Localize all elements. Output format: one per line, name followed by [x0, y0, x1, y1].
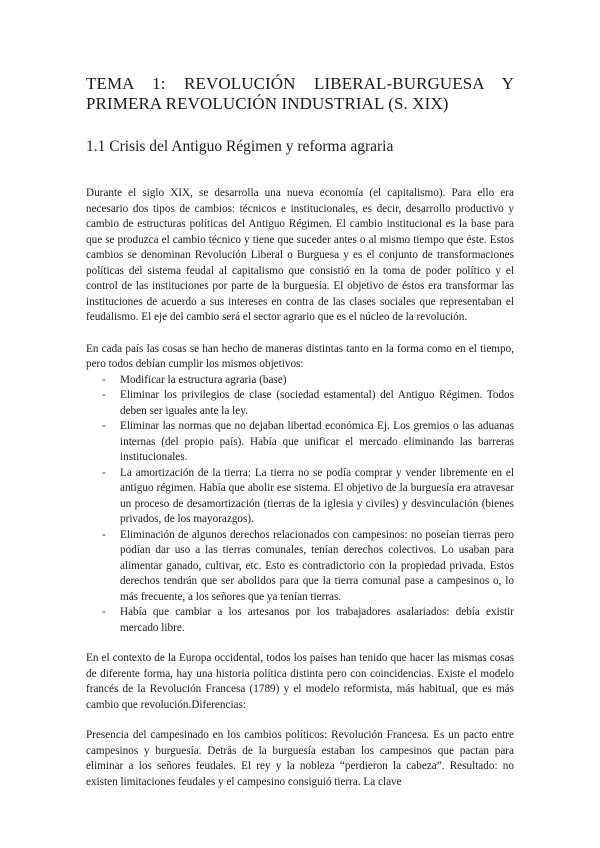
list-item-text: La amortización de la tierra: La tierra no se podía comprar y vender libremente en el antiguo régimen. Había que abolir ese sistema. El objetivo de la burguesía era atravesar un proceso de desamortización (tierras de la iglesia y civiles) y desvinculación (bienes privados, de los mayorazgos). — [120, 466, 514, 525]
list-item — [86, 388, 514, 419]
section-heading: 1.1 Crisis del Antiguo Régimen y reforma agraria — [86, 138, 394, 155]
list-item — [86, 528, 514, 606]
bullet-dash: - — [102, 528, 106, 541]
bullet-dash: - — [102, 606, 106, 618]
list-item-text: Eliminación de algunos derechos relacionados con campesinos: no poseían tierras pero podían dar uso a las tierras comunales, tenían derechos colectivos. Lo usaban para alimentar ganado, cultivar, etc. Esto es contradictorio con la propiedad privada. Estos derechos tendrán que ser abolidos para que la tierra comunal pase a campesinos o, lo más frecuente, a los señores que ya tenían tierras. — [120, 528, 514, 603]
list-item-text: Modificar la estructura agraria (base) — [120, 373, 287, 386]
document-page — [86, 74, 514, 790]
bullet-dash: - — [102, 389, 106, 401]
list-item-text: Eliminar las normas que no dejaban libertad económica Ej. Los gremios o las aduanas internas (del propio país). Había que unificar el mercado eliminando las barreras institucionales. — [120, 420, 514, 463]
objectives-list — [86, 373, 514, 637]
list-item-text: Eliminar los privilegios de clase (sociedad estamental) del Antiguo Régimen. Todos deben ser iguales ante la ley. — [120, 389, 514, 417]
bullet-dash: - — [102, 420, 106, 432]
document-title: TEMA 1: REVOLUCIÓN LIBERAL-BURGUESA Y PRIMERA REVOLUCIÓN INDUSTRIAL (S. XIX) — [86, 74, 514, 113]
list-item — [86, 419, 514, 466]
paragraph-intro: Durante el siglo XIX, se desarrolla una nueva economía (el capitalismo). Para ello era necesario dos tipos de cambios: técnicos e institucionales, es decir, desarrollo productivo y cambio de estructuras políticas del Antiguo Régimen. El cambio institucional es la base para que se produzca el cambio técnico y tiene que suceder antes o al mismo tiempo que éste. Estos cambios se denominan Revolución Liberal o Burguesa y es el conjunto de transformaciones políticas del sistema feudal al capitalismo que consistió en la toma de poder político y el control de las instituciones por parte de la burguesía. El objetivo de éstos era transformar las instituciones de acuerdo a sus intereses en contra de las clases sociales que representaban el feudalismo. El eje del cambio será el sector agrario que es el núcleo de la revolución. — [86, 187, 514, 323]
list-item — [86, 605, 514, 636]
list-item-text: Había que cambiar a los artesanos por los trabajadores asalariados: debía existir mercado libre. — [120, 606, 514, 634]
list-item — [86, 466, 514, 528]
bullet-dash: - — [102, 466, 106, 479]
paragraph-objectives-intro: En cada país las cosas se han hecho de maneras distintas tanto en la forma como en el tiempo, pero todos debían cumplir los mismos objetivos: — [86, 342, 514, 370]
list-item — [86, 373, 514, 389]
bullet-dash: - — [102, 373, 106, 386]
paragraph-peasantry: Presencia del campesinado en los cambios políticos: Revolución Francesa. Es un pacto entre campesinos y burguesía. Detrás de la burguesía estaban los campesinos que pactan para eliminar a los señores feudales. El rey y la nobleza “perdieron la cabeza”. Resultado: no existen limitaciones feudales y el campesino consiguió tierra. La clave — [86, 729, 514, 788]
paragraph-european-context: En el contexto de la Europa occidental, todos los países han tenido que hacer las mismas cosas de diferente forma, hay una historia política distinta pero con coincidencias. Existe el modelo francés de la Revolución Francesa (1789) y el modelo reformista, más habitual, que es más cambio que revolución.Diferencias: — [86, 652, 514, 711]
